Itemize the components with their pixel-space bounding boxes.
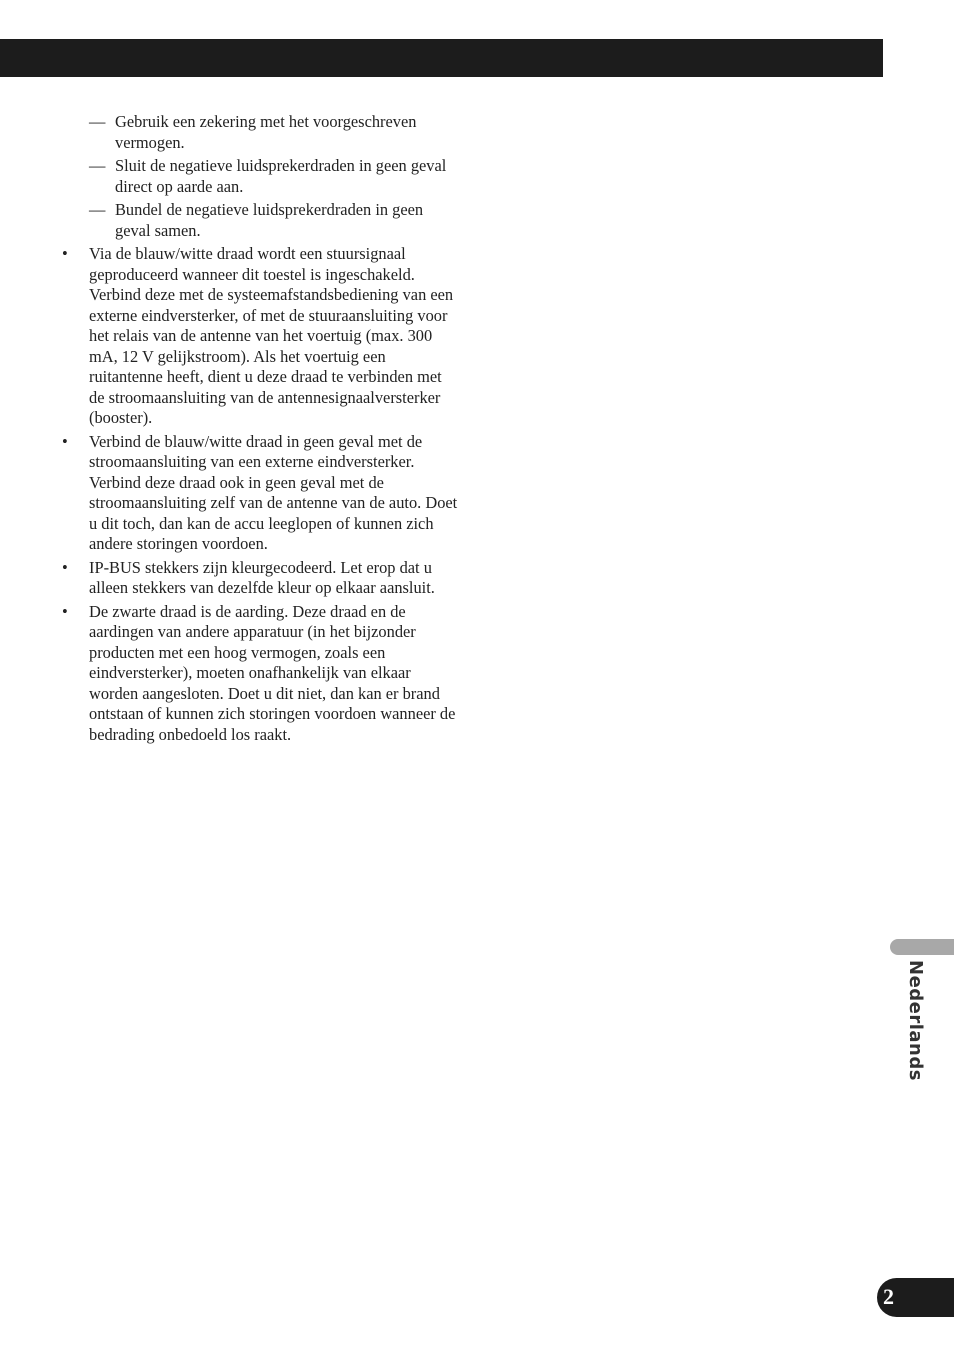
list-item xyxy=(60,602,460,746)
page-number: 2 xyxy=(883,1284,894,1309)
list-item xyxy=(60,432,460,555)
dash-marker: — xyxy=(89,200,106,219)
list-item-text: Bundel de negatieve luidsprekerdraden in geen geval samen. xyxy=(115,200,424,240)
list-item xyxy=(60,200,460,241)
list-item-text: IP-BUS stekkers zijn kleurgecodeerd. Let erop dat u alleen stekkers van dezelfde kleur op elkaar aansluit. xyxy=(89,557,435,597)
list-item-text: Sluit de negatieve luidsprekerdraden in geen geval direct op aarde aan. xyxy=(115,156,447,196)
bullet-marker: • xyxy=(62,244,68,263)
list-item xyxy=(60,244,460,429)
bullet-marker: • xyxy=(62,601,68,621)
list-item xyxy=(60,112,460,153)
dash-marker: — xyxy=(89,156,106,175)
list-item-text: Via de blauw/witte draad wordt een stuursignaal geproduceerd wanneer dit toestel is ingeschakeld. Verbind deze met de systeemafstandsbediening van een externe eindversterker, of met de stuuraansluiting voor het relais van de antenne van het voertuig (max. 300 mA, 12 V gelijkstroom). Als het voertuig een ruitantenne heeft, dient u deze draad te verbinden met de stroomaansluiting van de antennesignaalversterker (booster). xyxy=(89,244,454,427)
bullet-marker: • xyxy=(62,431,68,451)
language-label: Nederlands xyxy=(905,960,926,1081)
list-item-text: De zwarte draad is de aarding. Deze draad en de aardingen van andere apparatuur (in het bijzonder producten met een hoog vermogen, zoals een eindversterker), moeten onafhankelijk van elkaar worden aangesloten. Doet u dit niet, dan kan er brand ontstaan of kunnen zich storingen voordoen wanneer de bedrading onbedoeld los raakt. xyxy=(89,601,456,744)
language-tab xyxy=(890,939,954,955)
list-item xyxy=(60,156,460,197)
bullet-marker: • xyxy=(62,557,68,577)
header-bar xyxy=(0,39,883,77)
dash-marker: — xyxy=(89,112,106,131)
list-item-text: Verbind de blauw/witte draad in geen geval met de stroomaansluiting van een externe eindversterker. Verbind deze draad ook in geen geval met de stroomaansluiting zelf van de antenne van de auto. Doet u dit toch, dan kan de accu leeglopen of kunnen zich andere storingen voordoen. xyxy=(89,431,458,553)
list-item xyxy=(60,558,460,599)
main-content xyxy=(60,112,460,748)
list-item-text: Gebruik een zekering met het voorgeschreven vermogen. xyxy=(115,112,417,152)
